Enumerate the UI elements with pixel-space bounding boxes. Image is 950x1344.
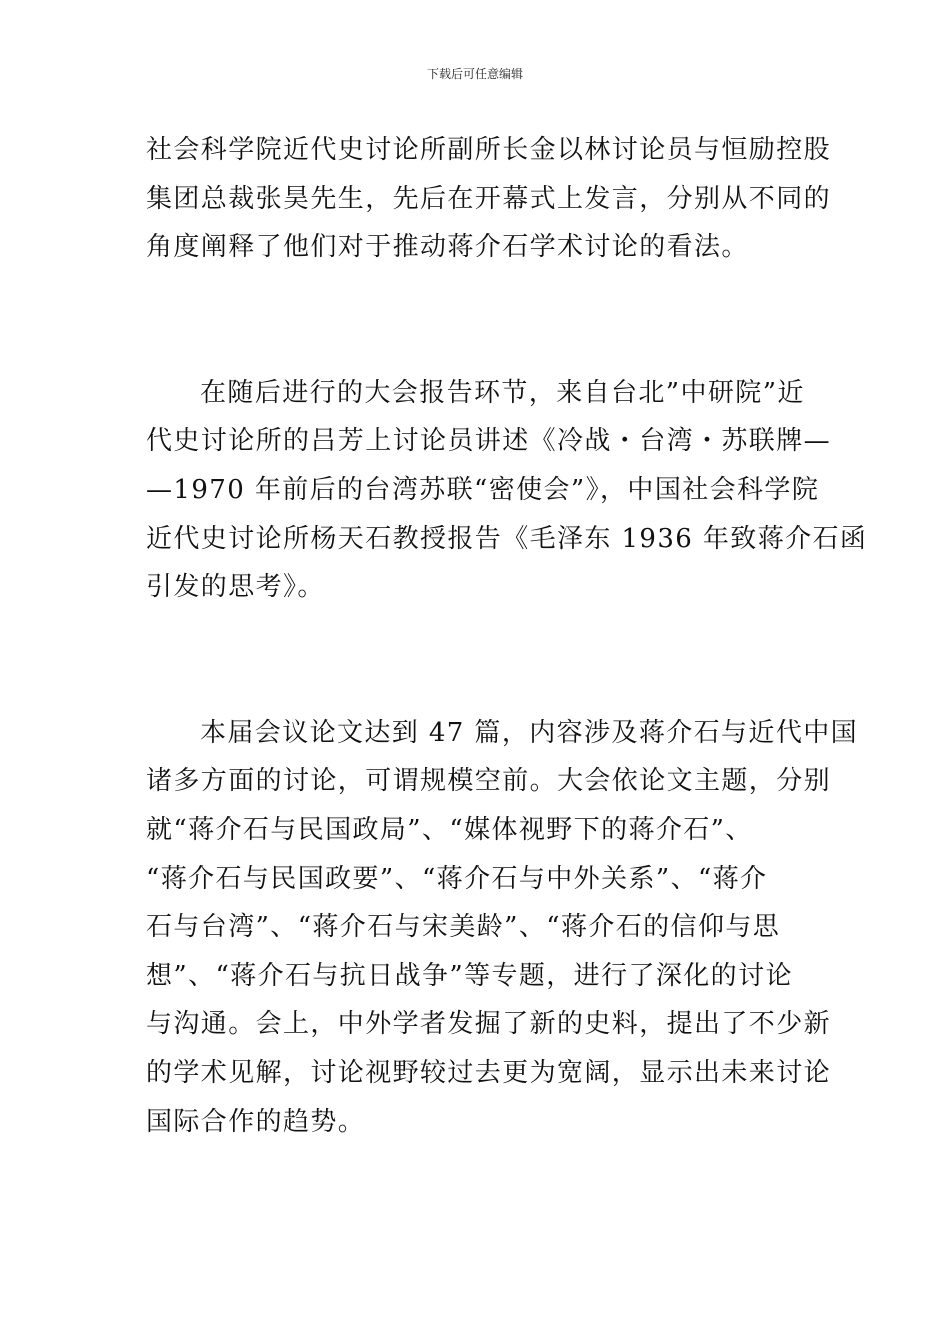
paragraph-line: 社会科学院近代史讨论所副所长金以林讨论员与恒励控股 [146,135,832,165]
paragraph-line: 代史讨论所的吕芳上讨论员讲述《冷战・台湾・苏联牌— [146,426,832,457]
paragraph-line: 想”、“蒋介石与抗日战争”等专题，进行了深化的讨论 [146,960,793,991]
paragraph-line: 诸多方面的讨论，可谓规模空前。大会依论文主题，分别 [146,766,832,797]
paragraph-spacer [146,272,810,369]
paragraph-line: 角度阐释了他们对于推动蒋介石学术讨论的看法。 [146,232,749,263]
paragraph-line: 在随后进行的大会报告环节，来自台北”中研院”近 [200,377,805,408]
document-body [146,126,868,1146]
paragraph-line: 与沟通。会上，中外学者发掘了新的史料，提出了不少新 [146,1009,832,1040]
paragraph-spacer [146,612,810,709]
paragraph-3 [146,709,859,1146]
page-header-note: 下载后可任意编辑 [426,67,523,81]
paragraph-line: 石与台湾”、“蒋介石与宋美龄”、“蒋介石的信仰与思 [146,912,781,943]
paragraph-line: 本届会议论文达到 47 篇，内容涉及蒋介石与近代中国 [200,717,859,748]
paragraph-line: “蒋介石与民国政要”、“蒋介石与中外关系”、“蒋介 [146,863,768,894]
paragraph-line: 的学术见解，讨论视野较过去更为宽阔，显示出未来讨论 [146,1057,832,1088]
paragraph-line: 国际合作的趋势。 [146,1106,366,1137]
paragraph-1 [146,126,832,272]
paragraph-line: 集团总裁张昊先生，先后在开幕式上发言，分别从不同的 [146,183,832,214]
paragraph-line: —1970 年前后的台湾苏联“密使会”》，中国社会科学院 [146,474,820,505]
paragraph-line: 就“蒋介石与民国政局”、“媒体视野下的蒋介石”、 [146,814,753,845]
paragraph-2 [146,369,868,612]
paragraph-line: 近代史讨论所杨天石教授报告《毛泽东 1936 年致蒋介石函 [146,523,868,554]
paragraph-line: 引发的思考》。 [146,572,325,603]
